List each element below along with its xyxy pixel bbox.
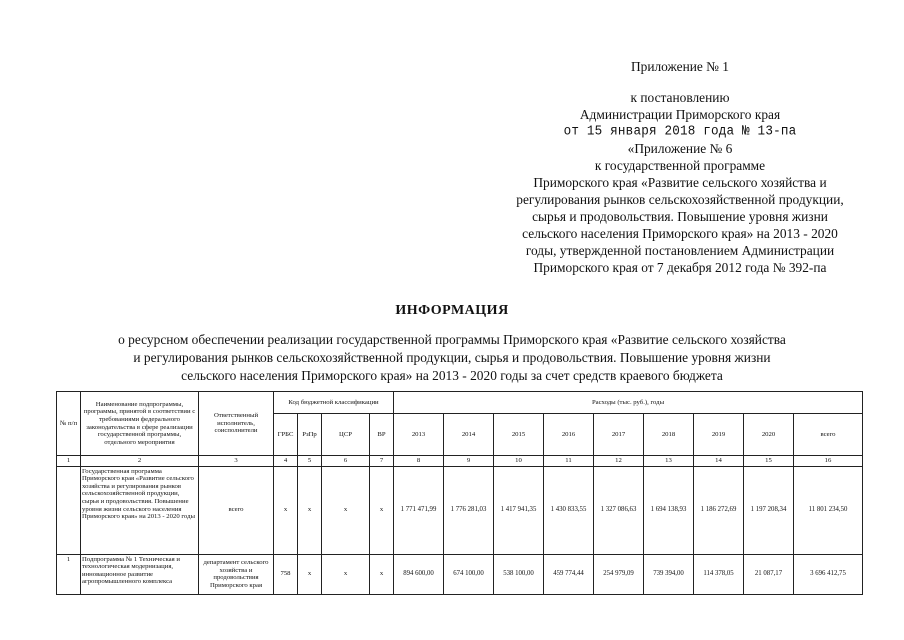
header-line: «Приложение № 6 [627,141,733,156]
header-year: 2013 [394,414,444,456]
row-name: Подпрограмма № 1 Техническая и технологическая модернизация, инновационное развитие агропромышленного комплекса [81,554,199,594]
header-num: № п/п [57,392,81,456]
header-year: 2018 [644,414,694,456]
subtitle-line: и регулирования рынков сельскохозяйственной продукции, сырья и продовольствия. Повышение уровня жизни [133,350,771,365]
header-year: 2017 [594,414,644,456]
row-value: 1 694 138,93 [644,466,694,554]
header-year: 2015 [494,414,544,456]
row-value: 21 087,17 [744,554,794,594]
row-total: 3 696 412,75 [794,554,863,594]
row-total: 11 801 234,50 [794,466,863,554]
header-line: к постановлению [630,90,730,105]
row-value: 1 197 208,34 [744,466,794,554]
header-year: 2016 [544,414,594,456]
row-value: 1 771 471,99 [394,466,444,554]
header-code-csr: ЦСР [322,414,370,456]
resource-table [56,391,863,595]
row-value: 1 186 272,69 [694,466,744,554]
column-number: 2 [81,456,199,467]
header-year: 2019 [694,414,744,456]
table-row [57,554,863,594]
column-number: 16 [794,456,863,467]
header-budget-classification: Код бюджетной классификации [274,392,394,414]
column-number: 5 [298,456,322,467]
header-gap [470,75,890,89]
header-year: 2020 [744,414,794,456]
row-code: x [322,554,370,594]
row-code: x [274,466,298,554]
column-number: 7 [370,456,394,467]
row-code: x [298,554,322,594]
header-code-rzpr: РзПр [298,414,322,456]
row-value: 1 417 941,35 [494,466,544,554]
row-value: 674 100,00 [444,554,494,594]
row-value: 739 394,00 [644,554,694,594]
column-number: 4 [274,456,298,467]
row-value: 1 430 833,55 [544,466,594,554]
column-number: 12 [594,456,644,467]
table-row [57,466,863,554]
subtitle-line: о ресурсном обеспечении реализации государственной программы Приморского края «Развитие сельского хозяйства [118,332,786,347]
row-executor: департамент сельского хозяйства и продовольствия Приморского края [199,554,274,594]
header-line: годы, утвержденной постановлением Администрации [525,243,835,258]
header-code-grbs: ГРБС [274,414,298,456]
header-expenses: Расходы (тыс. руб.), годы [394,392,863,414]
document-title: ИНФОРМАЦИЯ [395,303,509,318]
column-number: 14 [694,456,744,467]
column-number: 8 [394,456,444,467]
column-number: 13 [644,456,694,467]
header-line: Администрации Приморского края [579,107,781,122]
row-code: x [370,554,394,594]
subtitle-line: сельского населения Приморского края» на 2013 - 2020 годы за счет средств краевого бюджета [181,368,723,383]
header-line: Приложение № 1 [630,59,730,74]
header-line: Приморского края от 7 декабря 2012 года № 392-па [533,260,827,275]
row-value: 114 378,05 [694,554,744,594]
column-number: 6 [322,456,370,467]
header-year: 2014 [444,414,494,456]
header-line: регулирования рынков сельскохозяйственной продукции, [516,192,844,207]
header-line: сырья и продовольствия. Повышение уровня жизни [532,209,828,224]
column-number: 3 [199,456,274,467]
row-num [57,466,81,554]
row-executor: всего [199,466,274,554]
row-num: 1 [57,554,81,594]
row-value: 459 774,44 [544,554,594,594]
header-executor: Ответственный исполнитель, соисполнители [199,392,274,456]
header-line: Приморского края «Развитие сельского хозяйства и [533,175,827,190]
column-number: 10 [494,456,544,467]
header-code-vr: ВР [370,414,394,456]
decree-date-stamp: от 15 января 2018 года № 13-па [563,123,797,139]
document-subtitle [60,331,844,385]
header-line: к государственной программе [594,158,766,173]
header-name: Наименование подпрограммы, программы, принятой в соответствии с требованиями федерального законодательства в сфере реализации государственной программы, отдельного мероприятия [81,392,199,456]
column-number: 1 [57,456,81,467]
header-total: всего [794,414,863,456]
row-name: Государственная программа Приморского края «Развитие сельского хозяйства и регулирования рынков сельскохозяйственной продукции, сырья и продовольствия. Повышение уровня жизни сельского населения Приморского края» на 2013 - 2020 годы [81,466,199,554]
column-number: 11 [544,456,594,467]
row-value: 1 776 281,03 [444,466,494,554]
row-code: x [370,466,394,554]
row-code: x [298,466,322,554]
row-code: 758 [274,554,298,594]
row-value: 254 979,09 [594,554,644,594]
column-number-row [57,456,863,467]
header-line: сельского населения Приморского края» на 2013 - 2020 [522,226,838,241]
row-value: 894 600,00 [394,554,444,594]
row-value: 1 327 086,63 [594,466,644,554]
row-value: 538 100,00 [494,554,544,594]
column-number: 9 [444,456,494,467]
column-number: 15 [744,456,794,467]
row-code: x [322,466,370,554]
appendix-header [470,58,890,276]
